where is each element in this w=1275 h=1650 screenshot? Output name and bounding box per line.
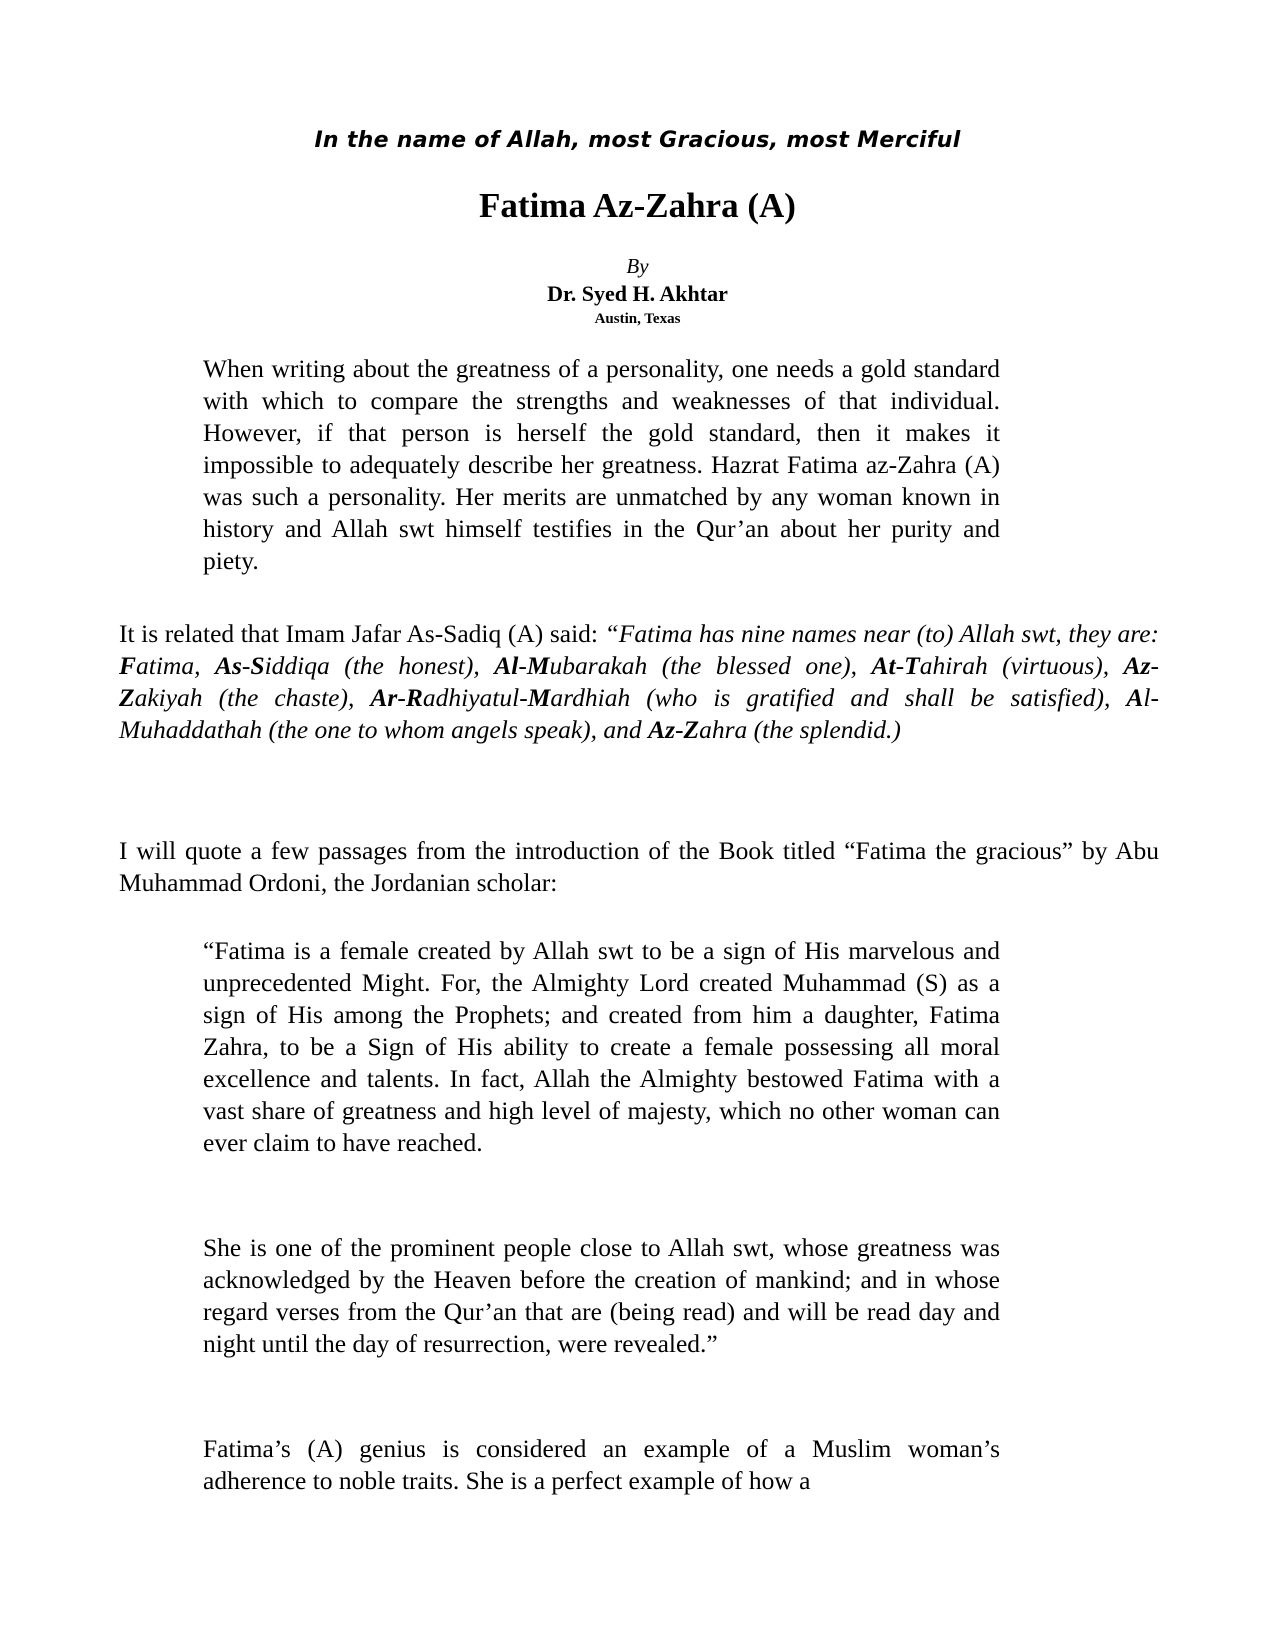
salutation: In the name of Allah, most Gracious, most Merciful (314, 128, 961, 153)
block-quote-2: She is one of the prominent people close to Allah swt, whose greatness was acknowledged by the Heaven before the creation of mankind; and in whose regard verses from the Qur’an that are (being read) and will be read day and night until the day of resurrection, were revealed.” (203, 1233, 1000, 1358)
page-title: Fatima Az-Zahra (A) (479, 186, 796, 225)
author-name: Dr. Syed H. Akhtar (547, 281, 728, 306)
quote-intro-paragraph: I will quote a few passages from the introduction of the Book titled “Fatima the gracious” by Abu Muhammad Ordoni, the Jordanian scholar: (119, 836, 1159, 897)
intro-paragraph: When writing about the greatness of a personality, one needs a gold standard with which to compare the strengths and weaknesses of that individual. However, if that person is herself the gold standard, then it makes it impossible to adequately describe her greatness. Hazrat Fatima az-Zahra (A) was such a personality. Her merits are unmatched by any woman known in history and Allah swt himself testifies in the Qur’an about her purity and piety. (203, 354, 1000, 575)
names-quote: “Fatima has nine names near (to) Allah swt, they are: Fatima, As-Siddiqa (the honest), Al-Mubarakah (the blessed one), At-Tahirah (virtuous), Az-Zakiyah (the chaste), Ar-Radhiyatul-Mardhiah (who is gratified and shall be satisfied), Al-Muhaddathah (the one to whom angels speak), and Az-Zahra (the splendid.) (119, 619, 1160, 744)
author-location: Austin, Texas (594, 311, 681, 327)
names-paragraph (119, 618, 1159, 746)
block-quote-1: “Fatima is a female created by Allah swt to be a sign of His marvelous and unprecedented Might. For, the Almighty Lord created Muhammad (S) as a sign of His among the Prophets; and created from him a daughter, Fatima Zahra, to be a Sign of His ability to create a female possessing all moral excellence and talents. In fact, Allah the Almighty bestowed Fatima with a vast share of greatness and high level of majesty, which no other woman can ever claim to have reached. (203, 936, 1000, 1157)
block-quote-3: Fatima’s (A) genius is considered an example of a Muslim woman’s adherence to noble traits. She is a perfect example of how a (203, 1434, 1000, 1495)
names-lead: It is related that Imam Jafar As-Sadiq (A) said: (119, 619, 605, 648)
byline: By (626, 254, 649, 278)
